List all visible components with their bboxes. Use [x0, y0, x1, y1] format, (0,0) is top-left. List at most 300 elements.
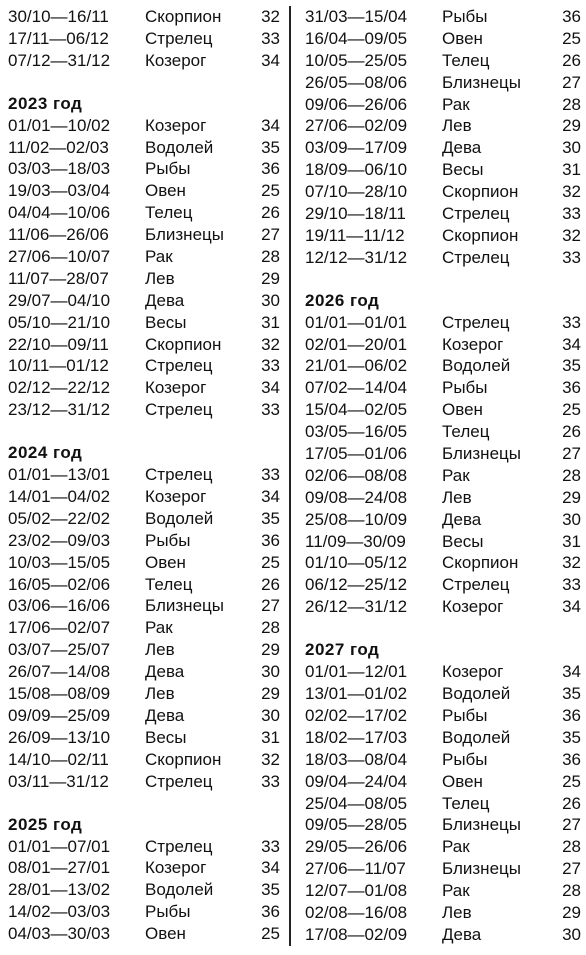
date-range: 17/08—02/09 [305, 924, 408, 944]
table-row [305, 6, 581, 28]
year-block [8, 442, 280, 792]
date-range: 23/02—09/03 [8, 530, 111, 550]
year-block [8, 93, 280, 421]
table-row [305, 705, 581, 727]
date-range: 11/06—26/06 [8, 225, 109, 245]
date-range: 09/09—25/09 [8, 705, 111, 725]
day-number: 35 [261, 508, 280, 528]
date-range: 02/08—16/08 [305, 902, 408, 922]
date-range: 01/01—12/01 [305, 662, 408, 682]
day-number: 26 [562, 422, 581, 442]
day-number: 34 [261, 487, 280, 507]
day-number: 34 [562, 334, 581, 354]
column-divider [289, 6, 291, 946]
day-number: 26 [261, 203, 280, 223]
day-number: 25 [562, 28, 581, 48]
zodiac-sign: Козерог [145, 378, 207, 398]
date-range: 17/05—01/06 [305, 444, 408, 464]
day-number: 34 [261, 50, 280, 70]
date-range: 17/06—02/07 [8, 618, 111, 638]
day-number: 36 [261, 530, 280, 550]
day-number: 36 [562, 749, 581, 769]
zodiac-sign: Рыбы [145, 530, 191, 550]
zodiac-sign: Стрелец [442, 247, 510, 267]
table-row [305, 727, 581, 749]
table-row [305, 50, 581, 72]
zodiac-sign: Лев [442, 902, 472, 922]
date-range: 09/04—24/04 [305, 771, 408, 791]
zodiac-sign: Близнецы [442, 815, 521, 835]
date-range: 26/07—14/08 [8, 662, 111, 682]
day-number: 34 [261, 378, 280, 398]
day-number: 26 [562, 50, 581, 70]
date-range: 12/07—01/08 [305, 881, 408, 901]
day-number: 25 [261, 552, 280, 572]
date-range: 18/03—08/04 [305, 749, 408, 769]
table-row [8, 137, 280, 159]
date-range: 14/01—04/02 [8, 487, 111, 507]
table-row [8, 180, 280, 202]
zodiac-sign: Стрелец [145, 836, 213, 856]
day-number: 34 [261, 115, 280, 135]
day-number: 30 [562, 138, 581, 158]
year-block [8, 6, 280, 72]
day-number: 25 [261, 181, 280, 201]
day-number: 36 [562, 378, 581, 398]
day-number: 27 [261, 596, 280, 616]
date-range: 17/11—06/12 [8, 28, 109, 48]
day-number: 32 [562, 553, 581, 573]
zodiac-sign: Рыбы [442, 7, 488, 26]
zodiac-sign: Водолей [145, 508, 214, 528]
zodiac-sign: Скорпион [145, 334, 222, 354]
zodiac-sign: Рак [442, 881, 470, 901]
day-number: 28 [261, 618, 280, 638]
day-number: 36 [261, 159, 280, 179]
year-heading: 2024 год [8, 443, 83, 463]
day-number: 32 [261, 7, 280, 26]
day-number: 33 [261, 356, 280, 376]
date-range: 15/04—02/05 [305, 400, 408, 420]
table-row [8, 595, 280, 617]
day-number: 33 [562, 247, 581, 267]
zodiac-sign: Весы [442, 160, 484, 180]
table-row [305, 509, 581, 531]
date-range: 25/04—08/05 [305, 793, 408, 813]
zodiac-sign: Рак [442, 94, 470, 114]
date-range: 12/12—31/12 [305, 247, 408, 267]
zodiac-sign: Стрелец [145, 28, 213, 48]
day-number: 27 [562, 859, 581, 879]
date-range: 19/11—11/12 [305, 225, 405, 245]
date-range: 22/10—09/11 [8, 334, 109, 354]
zodiac-sign: Рыбы [145, 902, 191, 922]
table-row [8, 617, 280, 639]
table-row [305, 225, 581, 247]
table-row [8, 6, 280, 28]
table-row [8, 705, 280, 727]
zodiac-sign: Телец [145, 574, 193, 594]
table-row [8, 879, 280, 901]
table-row [305, 531, 581, 553]
zodiac-sign: Дева [145, 290, 185, 310]
table-row [305, 836, 581, 858]
date-range: 27/06—10/07 [8, 247, 111, 267]
zodiac-sign: Скорпион [145, 749, 222, 769]
day-number: 29 [562, 487, 581, 507]
day-number: 31 [261, 727, 280, 747]
year-block [305, 6, 581, 269]
day-number: 32 [562, 182, 581, 202]
date-range: 15/08—08/09 [8, 684, 111, 704]
zodiac-sign: Телец [145, 203, 193, 223]
table-row [8, 661, 280, 683]
year-block [8, 814, 280, 945]
day-number: 30 [261, 662, 280, 682]
table-row [305, 159, 581, 181]
zodiac-sign: Дева [145, 662, 185, 682]
table-row [8, 574, 280, 596]
date-range: 18/09—06/10 [305, 160, 408, 180]
table-row [8, 115, 280, 137]
day-number: 29 [261, 268, 280, 288]
day-number: 31 [261, 312, 280, 332]
zodiac-sign: Водолей [442, 684, 511, 704]
date-range: 01/01—07/01 [8, 836, 111, 856]
day-number: 36 [261, 902, 280, 922]
day-number: 36 [562, 705, 581, 725]
zodiac-sign: Стрелец [145, 400, 213, 420]
zodiac-sign: Козерог [145, 50, 207, 70]
date-range: 03/05—16/05 [305, 422, 408, 442]
zodiac-sign: Весы [442, 531, 484, 551]
year-heading: 2026 год [305, 290, 380, 310]
date-range: 05/10—21/10 [8, 312, 111, 332]
table-row [305, 487, 581, 509]
day-number: 25 [562, 771, 581, 791]
date-range: 07/10—28/10 [305, 182, 408, 202]
zodiac-sign: Стрелец [442, 204, 510, 224]
table-row [8, 683, 280, 705]
date-range: 03/11—31/12 [8, 771, 109, 791]
zodiac-sign: Скорпион [442, 225, 519, 245]
year-heading: 2023 год [8, 93, 83, 113]
zodiac-sign: Рак [145, 247, 173, 267]
zodiac-sign: Близнецы [442, 859, 521, 879]
table-row [305, 902, 581, 924]
date-range: 26/05—08/06 [305, 72, 408, 92]
table-row [8, 399, 280, 421]
zodiac-sign: Лев [442, 487, 472, 507]
table-row [305, 661, 581, 683]
zodiac-sign: Дева [442, 138, 482, 158]
table-row [8, 836, 280, 858]
left-column [8, 6, 280, 945]
date-range: 10/03—15/05 [8, 552, 111, 572]
day-number: 30 [562, 509, 581, 529]
zodiac-sign: Водолей [442, 356, 511, 376]
right-column [305, 6, 581, 946]
day-number: 29 [562, 116, 581, 136]
table-row [305, 247, 581, 269]
table-row [305, 465, 581, 487]
zodiac-sign: Рыбы [442, 705, 488, 725]
table-row [305, 94, 581, 116]
date-range: 23/12—31/12 [8, 400, 111, 420]
date-range: 28/01—13/02 [8, 880, 111, 900]
day-number: 31 [562, 531, 581, 551]
table-row [8, 486, 280, 508]
table-row [305, 771, 581, 793]
zodiac-sign: Рыбы [442, 749, 488, 769]
day-number: 28 [562, 881, 581, 901]
table-row [305, 814, 581, 836]
table-row [305, 399, 581, 421]
day-number: 30 [261, 290, 280, 310]
day-number: 30 [261, 705, 280, 725]
day-number: 33 [261, 836, 280, 856]
day-number: 33 [562, 575, 581, 595]
table-row [305, 181, 581, 203]
table-row [8, 50, 280, 72]
zodiac-sign: Овен [145, 181, 186, 201]
date-range: 07/12—31/12 [8, 50, 111, 70]
day-number: 31 [562, 160, 581, 180]
zodiac-sign: Близнецы [442, 72, 521, 92]
date-range: 09/08—24/08 [305, 487, 408, 507]
day-number: 27 [562, 444, 581, 464]
date-range: 01/10—05/12 [305, 553, 408, 573]
table-row [8, 771, 280, 793]
date-range: 25/08—10/09 [305, 509, 408, 529]
zodiac-sign: Телец [442, 793, 490, 813]
zodiac-sign: Козерог [442, 662, 504, 682]
zodiac-sign: Водолей [145, 880, 214, 900]
date-range: 11/09—30/09 [305, 531, 406, 551]
day-number: 33 [261, 400, 280, 420]
zodiac-sign: Стрелец [145, 465, 213, 485]
day-number: 34 [261, 858, 280, 878]
day-number: 34 [562, 597, 581, 617]
zodiac-sign: Скорпион [442, 553, 519, 573]
zodiac-sign: Дева [145, 705, 185, 725]
day-number: 35 [562, 356, 581, 376]
date-range: 04/04—10/06 [8, 203, 111, 223]
zodiac-sign: Овен [145, 924, 186, 944]
day-number: 25 [562, 400, 581, 420]
table-row [305, 924, 581, 946]
zodiac-sign: Дева [442, 509, 482, 529]
table-row [8, 749, 280, 771]
zodiac-sign: Скорпион [442, 182, 519, 202]
date-range: 01/01—13/01 [8, 465, 111, 485]
date-range: 05/02—22/02 [8, 508, 111, 528]
zodiac-sign: Близнецы [145, 596, 224, 616]
day-number: 34 [562, 662, 581, 682]
zodiac-sign: Козерог [442, 597, 504, 617]
day-number: 27 [562, 815, 581, 835]
zodiac-sign: Рак [145, 618, 173, 638]
date-range: 02/02—17/02 [305, 705, 408, 725]
table-row [8, 530, 280, 552]
table-row [8, 377, 280, 399]
date-range: 11/02—02/03 [8, 137, 109, 157]
date-range: 03/07—25/07 [8, 640, 111, 660]
date-range: 14/02—03/03 [8, 902, 111, 922]
day-number: 28 [261, 247, 280, 267]
date-range: 27/06—02/09 [305, 116, 408, 136]
table-row [305, 137, 581, 159]
date-range: 09/06—26/06 [305, 94, 408, 114]
day-number: 26 [261, 574, 280, 594]
zodiac-sign: Близнецы [442, 444, 521, 464]
table-row [8, 290, 280, 312]
date-range: 02/12—22/12 [8, 378, 111, 398]
zodiac-sign: Скорпион [145, 7, 222, 26]
day-number: 26 [562, 793, 581, 813]
table-row [305, 749, 581, 771]
date-range: 09/05—28/05 [305, 815, 408, 835]
table-row [305, 28, 581, 50]
zodiac-sign: Телец [442, 422, 490, 442]
zodiac-sign: Близнецы [145, 225, 224, 245]
day-number: 32 [562, 225, 581, 245]
date-range: 29/05—26/06 [305, 837, 408, 857]
table-row [8, 334, 280, 356]
table-row [8, 639, 280, 661]
table-row [8, 312, 280, 334]
year-heading: 2025 год [8, 814, 83, 834]
day-number: 27 [261, 225, 280, 245]
zodiac-sign: Лев [145, 640, 175, 660]
zodiac-sign: Овен [442, 28, 483, 48]
table-row [8, 508, 280, 530]
day-number: 29 [261, 684, 280, 704]
zodiac-sign: Лев [145, 268, 175, 288]
table-row [305, 880, 581, 902]
table-row [8, 246, 280, 268]
date-range: 08/01—27/01 [8, 858, 111, 878]
day-number: 25 [261, 924, 280, 944]
table-row [305, 115, 581, 137]
table-row [8, 727, 280, 749]
day-number: 35 [261, 137, 280, 157]
zodiac-sign: Стрелец [442, 575, 510, 595]
table-row [8, 202, 280, 224]
date-range: 30/10—16/11 [8, 7, 109, 26]
zodiac-sign: Весы [145, 727, 187, 747]
date-range: 26/09—13/10 [8, 727, 111, 747]
table-row [305, 312, 581, 334]
zodiac-sign: Водолей [442, 727, 511, 747]
table-row [8, 923, 280, 945]
date-range: 14/10—02/11 [8, 749, 109, 769]
table-row [305, 574, 581, 596]
date-range: 06/12—25/12 [305, 575, 408, 595]
zodiac-sign: Стрелец [145, 771, 213, 791]
zodiac-sign: Стрелец [442, 312, 510, 332]
table-row [305, 443, 581, 465]
date-range: 01/01—01/01 [305, 312, 408, 332]
year-heading: 2027 год [305, 640, 380, 660]
day-number: 33 [261, 771, 280, 791]
date-range: 29/07—04/10 [8, 290, 111, 310]
year-block [305, 639, 581, 946]
date-range: 18/02—17/03 [305, 727, 408, 747]
table-row [305, 858, 581, 880]
zodiac-sign: Дева [442, 924, 482, 944]
table-row [305, 72, 581, 94]
table-row [305, 683, 581, 705]
zodiac-sign: Рак [442, 837, 470, 857]
date-range: 11/07—28/07 [8, 268, 109, 288]
zodiac-sign: Козерог [145, 858, 207, 878]
day-number: 28 [562, 465, 581, 485]
date-range: 03/06—16/06 [8, 596, 111, 616]
zodiac-sign: Стрелец [145, 356, 213, 376]
date-range: 19/03—03/04 [8, 181, 111, 201]
date-range: 02/06—08/08 [305, 465, 408, 485]
day-number: 28 [562, 837, 581, 857]
table-row [305, 355, 581, 377]
zodiac-sign: Водолей [145, 137, 214, 157]
day-number: 33 [562, 312, 581, 332]
zodiac-sign: Козерог [442, 334, 504, 354]
day-number: 35 [562, 684, 581, 704]
table-row [8, 552, 280, 574]
day-number: 32 [261, 334, 280, 354]
table-row [8, 268, 280, 290]
table-row [8, 901, 280, 923]
day-number: 29 [261, 640, 280, 660]
table-row [8, 224, 280, 246]
table-row [305, 203, 581, 225]
day-number: 30 [562, 924, 581, 944]
date-range: 16/04—09/05 [305, 28, 408, 48]
zodiac-sign: Рыбы [442, 378, 488, 398]
table-row [305, 421, 581, 443]
zodiac-sign: Овен [442, 400, 483, 420]
date-range: 03/03—18/03 [8, 159, 111, 179]
table-row [305, 377, 581, 399]
zodiac-sign: Козерог [145, 487, 207, 507]
table-row [305, 793, 581, 815]
date-range: 03/09—17/09 [305, 138, 408, 158]
date-range: 26/12—31/12 [305, 597, 408, 617]
day-number: 32 [261, 749, 280, 769]
date-range: 01/01—10/02 [8, 115, 111, 135]
date-range: 16/05—02/06 [8, 574, 111, 594]
day-number: 33 [261, 465, 280, 485]
day-number: 28 [562, 94, 581, 114]
day-number: 36 [562, 7, 581, 26]
zodiac-sign: Рак [442, 465, 470, 485]
date-range: 02/01—20/01 [305, 334, 408, 354]
table-row [305, 334, 581, 356]
table-row [305, 596, 581, 618]
day-number: 35 [261, 880, 280, 900]
zodiac-sign: Рыбы [145, 159, 191, 179]
table-row [8, 158, 280, 180]
table-row [8, 857, 280, 879]
day-number: 33 [261, 28, 280, 48]
day-number: 29 [562, 902, 581, 922]
date-range: 13/01—01/02 [305, 684, 408, 704]
zodiac-sign: Лев [145, 684, 175, 704]
date-range: 31/03—15/04 [305, 7, 408, 26]
table-row [305, 552, 581, 574]
date-range: 21/01—06/02 [305, 356, 408, 376]
